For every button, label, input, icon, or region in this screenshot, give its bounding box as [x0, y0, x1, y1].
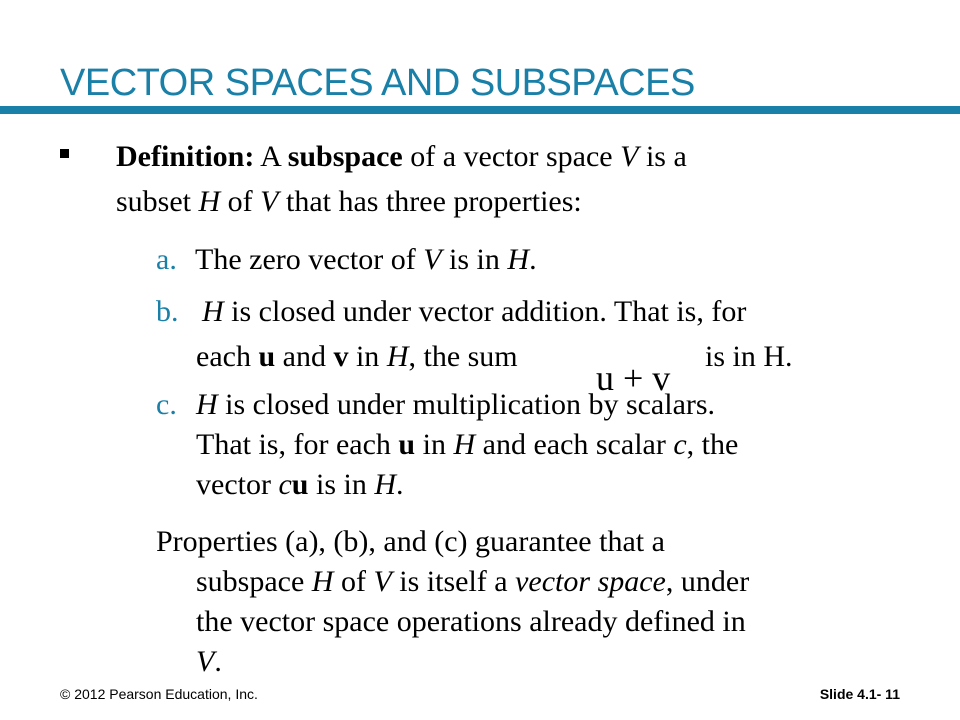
vector-u: u [258, 340, 276, 373]
text: in [348, 340, 387, 373]
item-a-text [195, 240, 537, 280]
footer-copyright: © 2012 Pearson Education, Inc. [60, 686, 258, 702]
item-b-line-2-end: is in H. [705, 340, 793, 373]
vector-u: u [398, 428, 416, 461]
definition-label: Definition: [116, 140, 255, 173]
bullet-square-icon [60, 149, 69, 158]
item-b-marker: b. [156, 295, 179, 328]
text: is closed under vector addition. That is, for [223, 295, 747, 328]
sum-expression: u + v [596, 358, 671, 398]
text: . [214, 645, 222, 678]
item-c-line-3 [196, 465, 404, 505]
item-c-marker-wrap [156, 385, 177, 425]
vector-u: u [291, 468, 309, 501]
text: vector [196, 468, 279, 501]
text: in [415, 428, 454, 461]
text: is closed under multiplication by scalars. [217, 388, 716, 421]
var-H: H [507, 243, 530, 276]
vector-space-term: vector space [515, 565, 666, 598]
var-V: V [260, 185, 279, 218]
var-V: V [423, 243, 442, 276]
text: is a [638, 140, 687, 173]
var-V: V [196, 645, 215, 678]
var-H: H [453, 428, 476, 461]
vector-v: v [333, 340, 349, 373]
text: , under [665, 565, 750, 598]
var-H: H [386, 340, 409, 373]
subspace-term: subspace [287, 140, 403, 173]
item-a-marker: a. [156, 243, 177, 276]
definition-line-2 [116, 182, 582, 222]
text: and each scalar [475, 428, 674, 461]
scalar-c: c [278, 468, 292, 501]
var-V: V [373, 565, 392, 598]
closing-line-2 [196, 562, 749, 602]
item-b-line-1 [202, 292, 746, 332]
closing-line-3: the vector space operations already defined in [196, 605, 746, 638]
item-c-line-1 [196, 385, 715, 425]
text: subset [116, 185, 199, 218]
item-b-line-2 [196, 337, 518, 377]
text: . [529, 243, 537, 276]
text: of [220, 185, 261, 218]
closing-line-1: Properties (a), (b), and (c) guarantee that a [156, 525, 665, 558]
text: is itself a [391, 565, 516, 598]
slide-title: VECTOR SPACES AND SUBSPACES [60, 62, 695, 104]
text: A [254, 140, 288, 173]
text: , the sum [408, 340, 518, 373]
item-c-marker: c. [156, 388, 177, 421]
text: That is, for each [196, 428, 399, 461]
text: is in [308, 468, 375, 501]
text: of [333, 565, 374, 598]
closing-line-4 [196, 642, 222, 682]
text: each [196, 340, 259, 373]
text: . [396, 468, 404, 501]
item-b-marker-wrap [156, 292, 179, 332]
text: and [275, 340, 334, 373]
text: The zero vector of [195, 243, 424, 276]
text: is in [441, 243, 508, 276]
var-H: H [311, 565, 334, 598]
var-H: H [198, 185, 221, 218]
text: of a vector space [402, 140, 621, 173]
footer-slide-number: Slide 4.1- 11 [819, 686, 900, 702]
var-H: H [196, 388, 218, 421]
text: subspace [196, 565, 312, 598]
item-a [156, 240, 177, 280]
var-H: H [202, 295, 224, 328]
text: that has three properties: [278, 185, 582, 218]
text: , the [686, 428, 739, 461]
definition-line-1 [116, 137, 687, 177]
var-V: V [620, 140, 639, 173]
title-underline [0, 106, 960, 114]
scalar-c: c [673, 428, 687, 461]
item-c-line-2 [196, 425, 738, 465]
var-H: H [374, 468, 397, 501]
